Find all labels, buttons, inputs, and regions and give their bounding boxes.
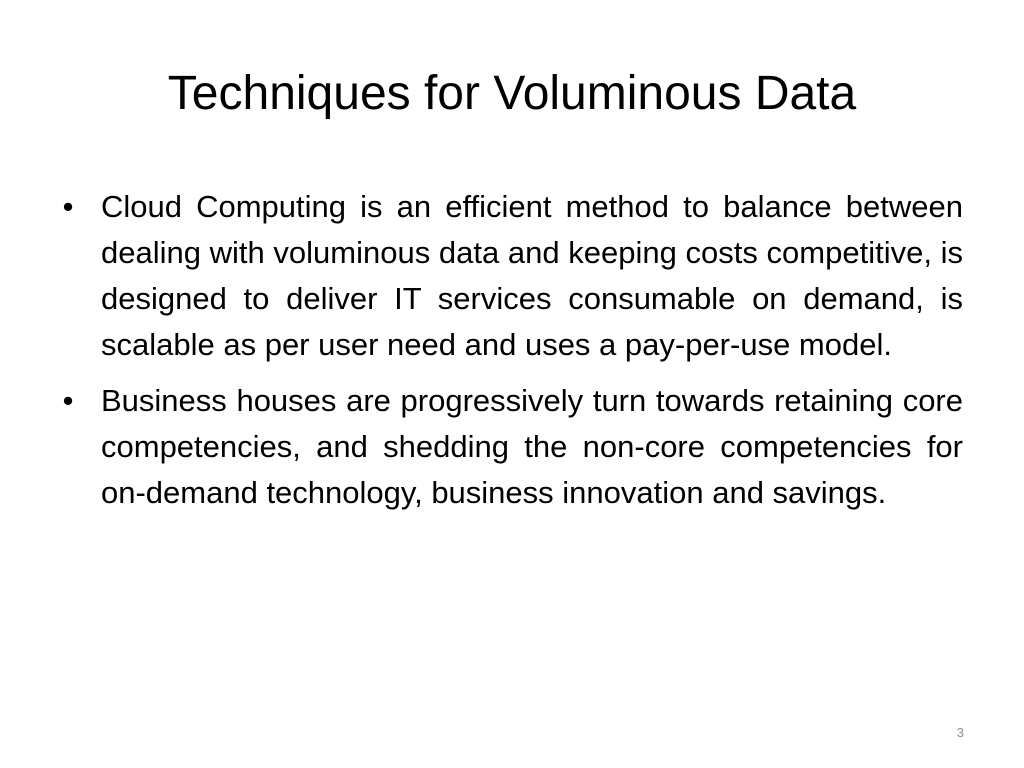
bullet-list bbox=[58, 184, 963, 526]
slide-number: 3 bbox=[956, 725, 964, 740]
bullet-item-business-houses bbox=[58, 378, 963, 516]
bullet-text: Cloud Computing is an efficient method to balance between dealing with voluminous data and keeping costs competitive, is designed to deliver IT services consumable on demand, is scalable as per user need and uses a pay-per-use model. bbox=[101, 189, 963, 362]
bullet-text: Business houses are progressively turn towards retaining core competencies, and shedding the non-core competencies for on-demand technology, business innovation and savings. bbox=[101, 383, 963, 510]
bullet-item-cloud-computing bbox=[58, 184, 963, 368]
bullet-marker: • bbox=[62, 189, 74, 224]
slide-title: Techniques for Voluminous Data bbox=[167, 67, 857, 120]
bullet-marker: • bbox=[62, 383, 74, 418]
